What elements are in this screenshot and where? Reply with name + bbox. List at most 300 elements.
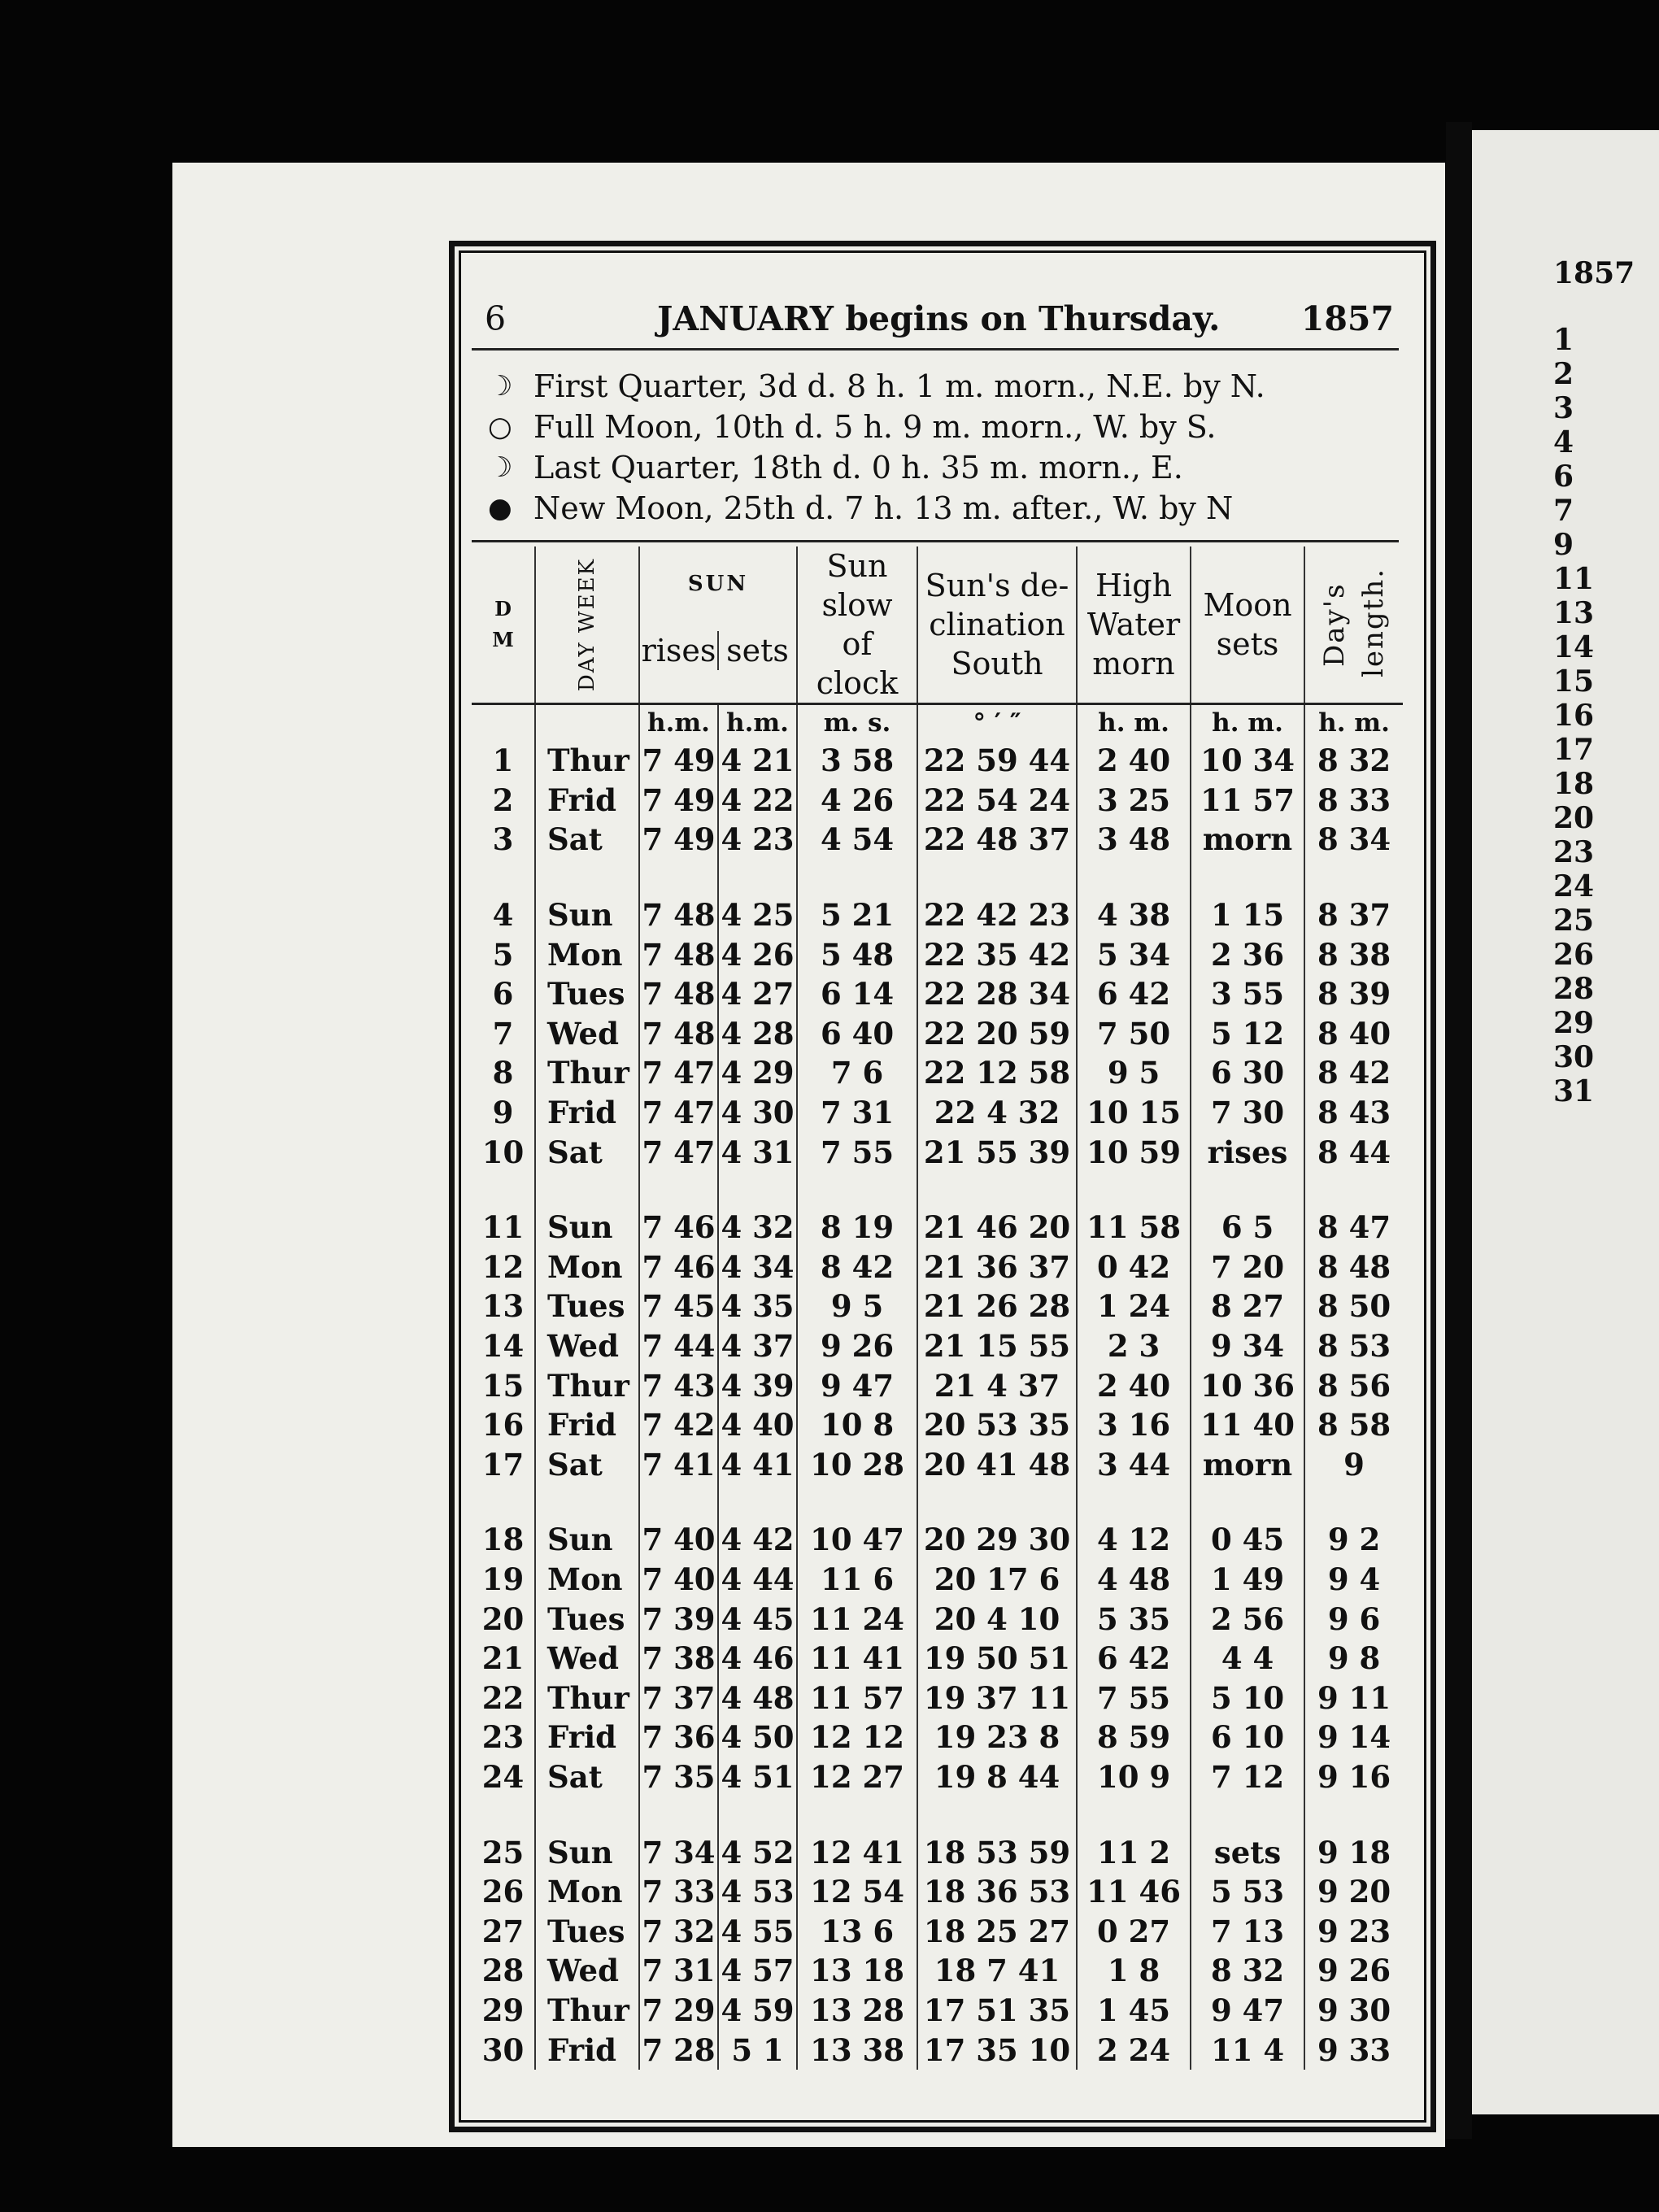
table-cell: 8 38 — [1304, 934, 1403, 974]
table-cell: 5 1 — [718, 2030, 797, 2070]
table-cell: Sat — [535, 1757, 639, 1797]
table-cell: 4 23 — [718, 820, 797, 860]
table-cell: 4 52 — [718, 1832, 797, 1872]
table-cell: 7 48 — [639, 934, 718, 974]
table-cell: 7 31 — [639, 1951, 718, 1991]
table-cell: 4 48 — [718, 1678, 797, 1718]
table-cell: 17 51 35 — [917, 1991, 1077, 2031]
table-cell: Sat — [535, 1132, 639, 1172]
facing-page-line: 29 — [1553, 1006, 1595, 1040]
facing-page-line: 14 — [1553, 630, 1595, 664]
table-cell: 8 — [492, 1055, 514, 1091]
gap-cell — [472, 1796, 535, 1832]
table-cell: 4 25 — [718, 895, 797, 935]
table-cell: Frid — [535, 1405, 639, 1445]
gap-cell — [639, 1796, 718, 1832]
table-cell: 7 49 — [639, 741, 718, 781]
table-cell: 22 59 44 — [917, 741, 1077, 781]
moon-phase-text: First Quarter, 3d d. 8 h. 1 m. morn., N.E. by N. — [533, 368, 1265, 404]
table-cell: 4 21 — [718, 741, 797, 781]
table-cell: 11 4 — [1191, 2030, 1304, 2070]
table-cell: 7 47 — [639, 1053, 718, 1093]
table-cell: 11 40 — [1191, 1405, 1304, 1445]
table-cell: 21 55 39 — [917, 1132, 1077, 1172]
table-cell: 7 31 — [797, 1093, 917, 1133]
table-cell: 9 — [1304, 1445, 1403, 1485]
facing-page-line: 30 — [1553, 1040, 1595, 1074]
table-cell: 4 57 — [718, 1951, 797, 1991]
table-row — [472, 1872, 1403, 1912]
table-cell: 12 41 — [797, 1832, 917, 1872]
table-cell: Sun — [535, 1208, 639, 1248]
gap-cell — [472, 1172, 535, 1208]
table-row — [472, 1326, 1403, 1366]
facing-page-text — [1553, 256, 1635, 1108]
table-cell: 18 7 41 — [917, 1951, 1077, 1991]
phases-rule — [472, 540, 1399, 542]
gap-cell — [1191, 1172, 1304, 1208]
table-cell: 11 46 — [1077, 1872, 1191, 1912]
table-cell: 4 27 — [718, 974, 797, 1014]
col-water-label: High Water morn — [1086, 568, 1181, 681]
table-cell: Thur — [535, 1365, 639, 1405]
table-cell: Thur — [535, 1678, 639, 1718]
table-cell: 10 59 — [1077, 1132, 1191, 1172]
col-week-label: DAY WEEK — [575, 557, 599, 692]
week-gap-row — [472, 1484, 1403, 1520]
table-cell: Frid — [535, 1718, 639, 1757]
table-cell: 4 26 — [718, 934, 797, 974]
col-moon-label: Moon sets — [1203, 587, 1292, 662]
table-cell: 7 20 — [1191, 1248, 1304, 1287]
table-cell: 7 55 — [1077, 1678, 1191, 1718]
table-cell: 4 44 — [718, 1560, 797, 1600]
table-cell: 9 33 — [1304, 2030, 1403, 2070]
table-cell: 13 6 — [797, 1911, 917, 1951]
gap-cell — [797, 1172, 917, 1208]
table-cell: 4 34 — [718, 1248, 797, 1287]
table-cell: 8 27 — [1191, 1287, 1304, 1326]
facing-page-line: 17 — [1553, 733, 1595, 767]
gap-cell — [797, 860, 917, 895]
table-cell: 21 15 55 — [917, 1326, 1077, 1366]
col-sun — [639, 546, 797, 704]
gap-cell — [917, 1172, 1077, 1208]
table-cell: 9 16 — [1304, 1757, 1403, 1797]
gap-cell — [797, 1484, 917, 1520]
moon-phase-icon: ● — [488, 492, 512, 525]
table-cell: 7 33 — [639, 1872, 718, 1912]
table-cell: 8 37 — [1304, 895, 1403, 935]
table-cell: 10 34 — [1191, 741, 1304, 781]
header-rule — [472, 348, 1399, 351]
facing-page-line: 23 — [1553, 835, 1595, 869]
table-cell: 8 48 — [1304, 1248, 1403, 1287]
table-cell: 7 40 — [639, 1520, 718, 1560]
table-cell: Frid — [535, 781, 639, 821]
table-cell: 8 56 — [1304, 1365, 1403, 1405]
unit-cell: h.m. — [718, 704, 797, 742]
table-cell: 14 — [481, 1328, 525, 1365]
table-cell: 13 38 — [797, 2030, 917, 2070]
table-cell: morn — [1191, 1445, 1304, 1485]
facing-page-line: 24 — [1553, 869, 1595, 904]
facing-page-line: 4 — [1553, 425, 1574, 459]
gap-cell — [639, 1172, 718, 1208]
table-cell: 12 — [481, 1248, 525, 1285]
table-cell: 30 — [481, 2031, 525, 2068]
page-number: 6 — [485, 299, 507, 338]
table-cell: 8 32 — [1304, 741, 1403, 781]
table-cell: 22 — [481, 1679, 525, 1716]
facing-page-line: 6 — [1553, 459, 1574, 494]
gap-cell — [718, 1484, 797, 1520]
table-cell: 9 47 — [1191, 1991, 1304, 2031]
table-row — [472, 1678, 1403, 1718]
gap-cell — [718, 1796, 797, 1832]
table-cell: 7 47 — [639, 1132, 718, 1172]
table-cell: 9 8 — [1304, 1639, 1403, 1679]
table-cell: 4 32 — [718, 1208, 797, 1248]
table-cell: 29 — [481, 1992, 525, 2028]
table-cell: 18 — [481, 1522, 525, 1558]
table-cell: 7 30 — [1191, 1093, 1304, 1133]
table-cell: 22 28 34 — [917, 974, 1077, 1014]
facing-page-line: 11 — [1553, 562, 1595, 596]
table-cell: 10 36 — [1191, 1365, 1304, 1405]
table-cell: 10 9 — [1077, 1757, 1191, 1797]
table-cell: 7 50 — [1077, 1014, 1191, 1054]
moon-phase-text: Full Moon, 10th d. 5 h. 9 m. morn., W. by S. — [533, 409, 1217, 445]
gap-cell — [1304, 1796, 1403, 1832]
table-row — [472, 895, 1403, 935]
table-cell: 7 46 — [639, 1208, 718, 1248]
table-row — [472, 1560, 1403, 1600]
table-cell: 4 42 — [718, 1520, 797, 1560]
table-cell: 6 14 — [797, 974, 917, 1014]
table-cell: 3 — [492, 821, 514, 858]
table-cell: 5 34 — [1077, 934, 1191, 974]
table-cell: 16 — [481, 1407, 525, 1443]
table-cell: 7 42 — [639, 1405, 718, 1445]
facing-page-day-list — [1553, 323, 1635, 1108]
page-year: 1857 — [1300, 299, 1394, 338]
table-cell: 23 — [481, 1719, 525, 1756]
table-row — [472, 741, 1403, 781]
table-cell: 8 42 — [1304, 1053, 1403, 1093]
table-cell: 4 53 — [718, 1872, 797, 1912]
table-cell: 2 36 — [1191, 934, 1304, 974]
unit-cell: h. m. — [1077, 704, 1191, 742]
table-cell: 19 — [481, 1561, 525, 1597]
table-cell: 2 — [492, 782, 514, 818]
table-cell: 4 31 — [718, 1132, 797, 1172]
table-cell: 1 49 — [1191, 1560, 1304, 1600]
table-cell: 7 — [492, 1015, 514, 1052]
table-row — [472, 1287, 1403, 1326]
table-cell: 4 55 — [718, 1911, 797, 1951]
table-cell: Sun — [535, 1520, 639, 1560]
table-cell: 10 — [481, 1134, 525, 1170]
table-cell: 4 45 — [718, 1599, 797, 1639]
table-cell: 4 46 — [718, 1639, 797, 1679]
table-cell: 0 27 — [1077, 1911, 1191, 1951]
moon-phase-text: Last Quarter, 18th d. 0 h. 35 m. morn., E. — [533, 450, 1183, 486]
moon-phase-row — [488, 407, 1399, 447]
page-header — [480, 299, 1399, 343]
facing-page-line: 2 — [1553, 357, 1574, 391]
table-cell: 8 19 — [797, 1208, 917, 1248]
facing-page-line: 28 — [1553, 972, 1595, 1006]
table-cell: Mon — [535, 934, 639, 974]
table-row — [472, 2030, 1403, 2070]
table-cell: 10 28 — [797, 1445, 917, 1485]
table-cell: Mon — [535, 1560, 639, 1600]
table-cell: 6 40 — [797, 1014, 917, 1054]
table-cell: 5 35 — [1077, 1599, 1191, 1639]
table-row — [472, 1911, 1403, 1951]
table-cell: Thur — [535, 1991, 639, 2031]
units-row — [472, 704, 1403, 742]
table-cell: 9 20 — [1304, 1872, 1403, 1912]
table-cell: Sat — [535, 1445, 639, 1485]
table-cell: 10 8 — [797, 1405, 917, 1445]
table-cell: 1 15 — [1191, 895, 1304, 935]
table-cell: 7 37 — [639, 1678, 718, 1718]
table-cell: 9 30 — [1304, 1991, 1403, 2031]
facing-page-line: 26 — [1553, 938, 1595, 972]
table-cell: 17 — [481, 1446, 525, 1483]
table-cell: 9 4 — [1304, 1560, 1403, 1600]
gap-cell — [1077, 860, 1191, 895]
col-declination — [917, 546, 1077, 704]
table-row — [472, 781, 1403, 821]
facing-page-line: 1 — [1553, 323, 1574, 357]
table-cell: 10 47 — [797, 1520, 917, 1560]
table-cell: 8 42 — [797, 1248, 917, 1287]
table-cell: 22 20 59 — [917, 1014, 1077, 1054]
table-cell: 10 15 — [1077, 1093, 1191, 1133]
gap-cell — [535, 860, 639, 895]
table-cell: 6 42 — [1077, 1639, 1191, 1679]
gap-cell — [472, 1484, 535, 1520]
table-cell: 3 55 — [1191, 974, 1304, 1014]
gap-cell — [1077, 1796, 1191, 1832]
moon-phase-row — [488, 366, 1399, 407]
table-cell: 26 — [481, 1874, 525, 1910]
table-cell: 9 5 — [797, 1287, 917, 1326]
gap-cell — [917, 1484, 1077, 1520]
table-cell: 11 2 — [1077, 1832, 1191, 1872]
table-cell: 19 37 11 — [917, 1678, 1077, 1718]
table-cell: 13 18 — [797, 1951, 917, 1991]
unit-cell: h. m. — [1191, 704, 1304, 742]
table-cell: sets — [1191, 1832, 1304, 1872]
table-cell: 8 50 — [1304, 1287, 1403, 1326]
moon-phases — [488, 366, 1399, 529]
table-cell: 3 16 — [1077, 1405, 1191, 1445]
gap-cell — [639, 1484, 718, 1520]
table-cell: 3 25 — [1077, 781, 1191, 821]
table-row — [472, 1053, 1403, 1093]
table-cell: 13 — [481, 1288, 525, 1325]
table-cell: 7 49 — [639, 820, 718, 860]
table-cell: 4 29 — [718, 1053, 797, 1093]
table-cell: 9 2 — [1304, 1520, 1403, 1560]
table-cell: 6 10 — [1191, 1718, 1304, 1757]
table-cell: 4 — [492, 897, 514, 934]
table-row — [472, 820, 1403, 860]
table-cell: 27 — [481, 1913, 525, 1949]
table-cell: 9 26 — [797, 1326, 917, 1366]
table-cell: Mon — [535, 1248, 639, 1287]
col-day-length — [1304, 546, 1403, 704]
table-cell: 4 4 — [1191, 1639, 1304, 1679]
moon-phase-row — [488, 447, 1399, 488]
table-row — [472, 1208, 1403, 1248]
table-cell: 4 50 — [718, 1718, 797, 1757]
table-cell: 4 41 — [718, 1445, 797, 1485]
table-cell: Wed — [535, 1014, 639, 1054]
table-cell: 13 28 — [797, 1991, 917, 2031]
table-cell: 2 56 — [1191, 1599, 1304, 1639]
table-cell: 12 27 — [797, 1757, 917, 1797]
table-cell: 7 41 — [639, 1445, 718, 1485]
table-cell: 21 36 37 — [917, 1248, 1077, 1287]
table-cell: 19 23 8 — [917, 1718, 1077, 1757]
table-cell: 5 — [492, 936, 514, 973]
table-cell: 20 53 35 — [917, 1405, 1077, 1445]
table-cell: 11 6 — [797, 1560, 917, 1600]
table-cell: 7 29 — [639, 1991, 718, 2031]
table-cell: Wed — [535, 1326, 639, 1366]
table-cell: 3 44 — [1077, 1445, 1191, 1485]
col-slow-label: Sun slow of clock — [816, 548, 899, 701]
gap-cell — [718, 1172, 797, 1208]
table-cell: 28 — [481, 1953, 525, 1989]
table-cell: 7 48 — [639, 974, 718, 1014]
table-cell: 7 48 — [639, 895, 718, 935]
table-cell: 4 26 — [797, 781, 917, 821]
week-gap-row — [472, 1796, 1403, 1832]
table-cell: 22 54 24 — [917, 781, 1077, 821]
table-cell: 0 42 — [1077, 1248, 1191, 1287]
unit-cell — [472, 704, 535, 742]
gap-cell — [535, 1484, 639, 1520]
table-cell: 8 44 — [1304, 1132, 1403, 1172]
page-title: JANUARY begins on Thursday. — [657, 299, 1221, 338]
table-cell: 8 47 — [1304, 1208, 1403, 1248]
table-cell: 4 40 — [718, 1405, 797, 1445]
week-gap-row — [472, 860, 1403, 895]
facing-page-line: 20 — [1553, 801, 1595, 835]
table-cell: 21 26 28 — [917, 1287, 1077, 1326]
table-cell: 18 53 59 — [917, 1832, 1077, 1872]
table-cell: 4 51 — [718, 1757, 797, 1797]
table-row — [472, 1248, 1403, 1287]
table-cell: 4 35 — [718, 1287, 797, 1326]
table-cell: Sun — [535, 1832, 639, 1872]
facing-page-line: 25 — [1553, 904, 1595, 938]
table-cell: 11 24 — [797, 1599, 917, 1639]
facing-page-line: 9 — [1553, 528, 1574, 562]
table-cell: 1 — [492, 742, 514, 779]
table-cell: 8 32 — [1191, 1951, 1304, 1991]
col-sun-slow — [797, 546, 917, 704]
table-cell: 1 8 — [1077, 1951, 1191, 1991]
almanac-table — [472, 546, 1403, 2070]
unit-cell: ° ′ ″ — [917, 704, 1077, 742]
table-cell: 1 24 — [1077, 1287, 1191, 1326]
table-cell: 21 4 37 — [917, 1365, 1077, 1405]
table-cell: Tues — [535, 1287, 639, 1326]
unit-cell: h. m. — [1304, 704, 1403, 742]
col-day-week — [535, 546, 639, 704]
table-cell: 6 5 — [1191, 1208, 1304, 1248]
table-cell: 11 58 — [1077, 1208, 1191, 1248]
table-cell: 4 30 — [718, 1093, 797, 1133]
table-cell: 11 57 — [1191, 781, 1304, 821]
table-cell: 19 50 51 — [917, 1639, 1077, 1679]
table-cell: 4 59 — [718, 1991, 797, 2031]
table-cell: 8 53 — [1304, 1326, 1403, 1366]
table-row — [472, 1132, 1403, 1172]
facing-page-line: 18 — [1553, 767, 1595, 801]
table-cell: Tues — [535, 974, 639, 1014]
col-sets-label: sets — [717, 631, 796, 670]
moon-phase-icon: ☽ — [488, 451, 513, 484]
col-sun-label: SUN — [687, 572, 749, 596]
table-cell: 0 45 — [1191, 1520, 1304, 1560]
table-row — [472, 1757, 1403, 1797]
table-cell: 7 34 — [639, 1832, 718, 1872]
table-cell: 3 48 — [1077, 820, 1191, 860]
table-cell: 6 — [492, 976, 514, 1012]
table-cell: Sun — [535, 895, 639, 935]
table-cell: 5 48 — [797, 934, 917, 974]
table-cell: 20 29 30 — [917, 1520, 1077, 1560]
table-cell: 22 48 37 — [917, 820, 1077, 860]
table-cell: 7 48 — [639, 1014, 718, 1054]
table-cell: 7 45 — [639, 1287, 718, 1326]
gap-cell — [1077, 1172, 1191, 1208]
gap-cell — [1077, 1484, 1191, 1520]
facing-page-year: 1857 — [1553, 256, 1635, 290]
facing-page-line: 15 — [1553, 664, 1595, 699]
table-cell: 2 24 — [1077, 2030, 1191, 2070]
table-row — [472, 1832, 1403, 1872]
table-cell: 4 38 — [1077, 895, 1191, 935]
table-cell: 8 39 — [1304, 974, 1403, 1014]
table-cell: Tues — [535, 1599, 639, 1639]
table-cell: 7 13 — [1191, 1911, 1304, 1951]
col-moon — [1191, 546, 1304, 704]
table-cell: 12 12 — [797, 1718, 917, 1757]
table-cell: 19 8 44 — [917, 1757, 1077, 1797]
table-cell: 25 — [481, 1834, 525, 1870]
table-cell: 8 59 — [1077, 1718, 1191, 1757]
table-cell: 9 23 — [1304, 1911, 1403, 1951]
table-cell: Thur — [535, 741, 639, 781]
table-cell: 4 39 — [718, 1365, 797, 1405]
gap-cell — [797, 1796, 917, 1832]
table-row — [472, 1445, 1403, 1485]
table-cell: 7 6 — [797, 1053, 917, 1093]
table-cell: 20 4 10 — [917, 1599, 1077, 1639]
table-row — [472, 1991, 1403, 2031]
unit-cell — [535, 704, 639, 742]
table-cell: 9 47 — [797, 1365, 917, 1405]
